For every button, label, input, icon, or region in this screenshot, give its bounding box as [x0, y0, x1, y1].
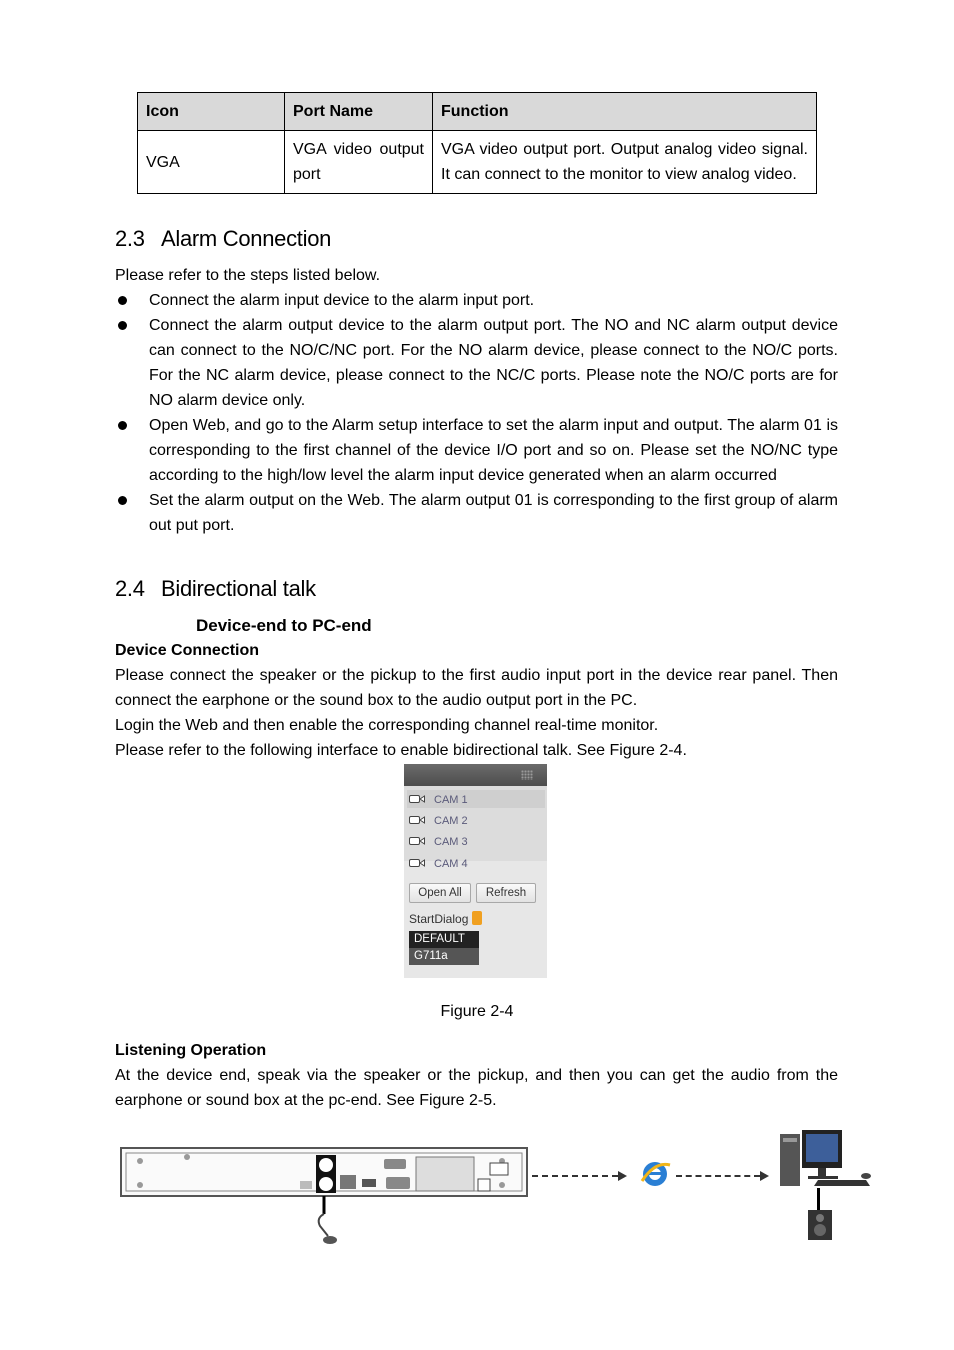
open-all-button[interactable]: Open All: [409, 883, 471, 903]
paragraph: At the device end, speak via the speaker or the pickup, and then you can get the audio from the earphone or sound box at the pc-end. See Figure 2-5.: [115, 1067, 838, 1109]
list-item-text: Set the alarm output on the Web. The alarm output 01 is corresponding to the first group of alarm out put port.: [149, 492, 838, 534]
port-table: [137, 92, 817, 194]
section-number: 2.4: [115, 576, 145, 601]
connection-arrow: [532, 1175, 618, 1177]
arrow-head-icon: [618, 1171, 627, 1181]
camera-item[interactable]: [407, 832, 545, 850]
camera-icon: [409, 836, 425, 846]
table-header-function: Function: [433, 93, 817, 131]
section-heading-bidirectional-talk: [115, 576, 316, 602]
pc-icon: [778, 1128, 873, 1190]
speaker-icon: [806, 1208, 834, 1242]
camera-label: CAM 4: [434, 858, 468, 870]
camera-label: CAM 2: [434, 815, 468, 827]
arrow-head-icon: [760, 1171, 769, 1181]
camera-item[interactable]: [407, 790, 545, 808]
table-row: [138, 131, 817, 194]
panel-header: [404, 764, 547, 786]
alarm-steps-list: [115, 288, 838, 538]
cable-line: [817, 1188, 820, 1210]
dvr-rear-panel-drawing: [122, 1149, 526, 1195]
table-cell-port-name: VGA video output port: [285, 131, 433, 194]
figure-caption: Figure 2-4: [440, 1003, 514, 1020]
table-header-port-name: Port Name: [285, 93, 433, 131]
paragraph: Please connect the speaker or the pickup to the first audio input port in the device rear panel. Then connect the earphone or the sound box to the audio output port in the PC.: [115, 667, 838, 709]
table-cell-function: VGA video output port. Output analog video signal. It can connect to the monitor to view analog video.: [433, 131, 817, 194]
camera-label: CAM 3: [434, 836, 468, 848]
microphone-icon: [310, 1196, 340, 1248]
bullet-icon: [118, 496, 127, 505]
list-item: [115, 413, 838, 488]
camera-item[interactable]: [407, 854, 545, 872]
talk-icon[interactable]: [472, 911, 482, 925]
refresh-button[interactable]: Refresh: [476, 883, 536, 903]
camera-label: CAM 1: [434, 794, 468, 806]
list-item: [115, 288, 838, 313]
start-dialog-label[interactable]: StartDialog: [409, 912, 469, 926]
camera-icon: [409, 858, 425, 868]
codec-option[interactable]: G711a: [409, 948, 479, 965]
camera-icon: [409, 815, 425, 825]
list-item: [115, 313, 838, 413]
codec-option-selected[interactable]: DEFAULT: [409, 931, 479, 948]
list-item-text: Open Web, and go to the Alarm setup interface to set the alarm input and output. The alarm 01 is corresponding to the first channel of the device I/O port and so on. Please set the NO/NC type according to the high/low level the alarm input device generated when an alarm occurred: [149, 417, 838, 484]
camera-item[interactable]: [407, 811, 545, 829]
bullet-icon: [118, 296, 127, 305]
bidirectional-talk-panel: [404, 764, 547, 978]
listening-operation-label: Listening Operation: [115, 1042, 267, 1059]
camera-icon: [409, 794, 425, 804]
section-number: 2.3: [115, 226, 145, 251]
alarm-intro-text: Please refer to the steps listed below.: [115, 267, 381, 284]
internet-explorer-icon: [638, 1157, 672, 1191]
bullet-icon: [118, 321, 127, 330]
section-title: Alarm Connection: [161, 226, 332, 251]
list-item-text: Connect the alarm output device to the alarm output port. The NO and NC alarm output device can connect to the NO/C/NC port. For the NO alarm device, please connect to the NO/C ports. For the NC alarm device, please connect to the NC/C ports. Please note the NO/C ports are for NO alarm device only.: [149, 317, 838, 409]
table-cell-icon: VGA: [138, 131, 285, 194]
list-item: [115, 488, 838, 538]
dvr-rear-panel-icon: [120, 1147, 528, 1197]
section-title: Bidirectional talk: [161, 576, 316, 601]
connection-arrow: [676, 1175, 760, 1177]
paragraph: Login the Web and then enable the corresponding channel real-time monitor.: [115, 717, 659, 734]
table-header-icon: Icon: [138, 93, 285, 131]
bullet-icon: [118, 421, 127, 430]
paragraph: Please refer to the following interface to enable bidirectional talk. See Figure 2-4.: [115, 742, 687, 759]
list-item-text: Connect the alarm input device to the alarm input port.: [149, 292, 535, 309]
subheading: Device-end to PC-end: [196, 616, 372, 635]
device-connection-label: Device Connection: [115, 642, 260, 659]
section-heading-alarm-connection: [115, 226, 331, 252]
grip-icon[interactable]: [521, 770, 533, 780]
